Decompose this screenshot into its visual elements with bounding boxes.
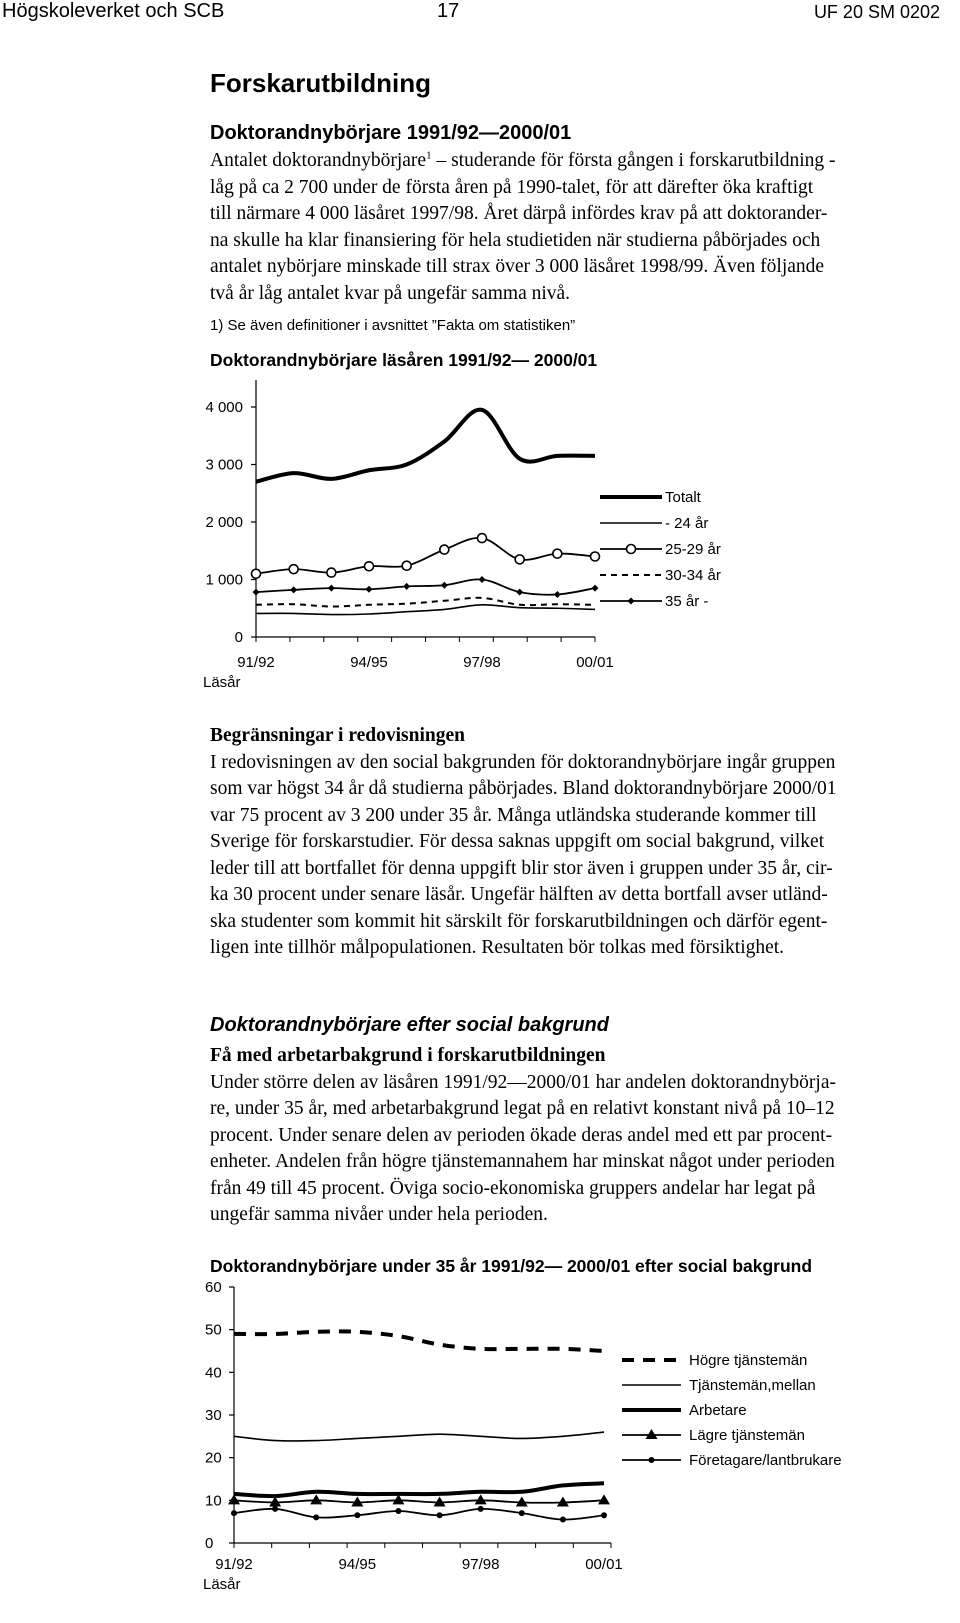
- series-f-retagare-lantbrukare: [231, 1506, 607, 1523]
- series-line: [234, 1331, 604, 1351]
- x-axis-title: Läsår: [203, 674, 241, 691]
- y-tick-label: 3 000: [205, 456, 243, 474]
- intro-line: två år låg antalet kvar på ungefär samma nivå.: [210, 282, 571, 304]
- x-tick-label: 00/01: [585, 1556, 623, 1573]
- data-point-marker: [253, 589, 260, 596]
- data-point-marker: [515, 555, 524, 564]
- x-tick-label: 00/01: [576, 654, 614, 671]
- legend-label: Högre tjänstemän: [689, 1352, 808, 1369]
- limitations-line: leder till att bortfallet för denna uppgift blir stor även i gruppen under 35 år, cir-: [210, 857, 833, 879]
- legend-label: 25-29 år: [665, 541, 721, 558]
- legend-entry: [600, 567, 721, 584]
- y-tick-label: 60: [205, 1279, 222, 1296]
- sub2-line: från 49 till 45 procent. Öviga socio-ekonomiska gruppers andelar har legat på: [210, 1177, 816, 1199]
- legend-label: 30-34 år: [665, 567, 721, 584]
- data-point-marker: [365, 562, 374, 571]
- limitations-line: ka 30 procent under senare läsår. Ungefär hälften av detta bortfall avser utländ-: [210, 884, 828, 905]
- limitations-line: var 75 procent av 3 200 under 35 år. Många utländska studerande kommer till: [210, 804, 817, 826]
- legend-label: Totalt: [665, 489, 701, 506]
- data-point-marker: [313, 1514, 319, 1520]
- y-tick-label: 10: [205, 1492, 222, 1510]
- series-30-34-r: [256, 598, 595, 607]
- series-line: [256, 598, 595, 607]
- series-35-r-: [253, 576, 599, 598]
- x-tick-label: 97/98: [461, 1556, 500, 1573]
- legend-label: Arbetare: [689, 1402, 747, 1419]
- limitations-block: [210, 723, 960, 962]
- legend-entry: [600, 515, 708, 532]
- series-line: [234, 1483, 604, 1496]
- x-tick-label: 94/95: [338, 1556, 377, 1573]
- data-point-marker: [437, 1512, 443, 1518]
- sub2-heading: Doktorandnybörjare efter social bakgrund: [210, 1014, 609, 1036]
- data-point-marker: [351, 1496, 363, 1506]
- x-tick-label: 91/92: [215, 1556, 253, 1573]
- data-point-marker: [592, 585, 599, 592]
- data-point-marker: [231, 1510, 237, 1516]
- legend-entry: [622, 1402, 747, 1419]
- y-tick-label: 4 000: [205, 399, 243, 416]
- data-point-marker: [252, 569, 261, 578]
- legend-label: - 24 år: [665, 515, 709, 532]
- legend-entry: [622, 1427, 805, 1444]
- y-tick-label: 0: [234, 629, 243, 646]
- y-tick-label: 20: [205, 1449, 222, 1467]
- header-report-id: UF 20 SM 0202: [813, 2, 940, 22]
- limitations-line: som var högst 34 år då studierna påbörjades. Bland doktorandnybörjare 2000/01: [210, 778, 837, 799]
- data-point-marker: [475, 1494, 487, 1504]
- series-arbetare: [234, 1483, 604, 1496]
- y-tick-label: 30: [205, 1407, 222, 1424]
- legend-entry: [622, 1452, 842, 1469]
- limitations-line: Sverige för forskarstudier. För dessa saknas uppgift om social bakgrund, vilket: [210, 831, 825, 852]
- series-tj-nstem-n-mellan: [234, 1432, 604, 1441]
- intro-paragraph: [210, 148, 960, 307]
- legend-label: Företagare/lantbrukare: [689, 1452, 842, 1469]
- data-point-marker: [441, 582, 448, 589]
- series-line: [256, 579, 595, 594]
- sub2-line: enheter. Andelen från högre tjänstemannahem har minskat något under perioden: [210, 1151, 835, 1172]
- legend-label: Lägre tjänstemän: [689, 1427, 805, 1444]
- header-publisher: Högskoleverket och SCB: [2, 0, 225, 22]
- data-point-marker: [395, 1508, 401, 1514]
- data-point-marker: [403, 583, 410, 590]
- chart1: [195, 380, 915, 710]
- sub1-heading: Doktorandnybörjare 1991/92—2000/01: [210, 122, 572, 144]
- intro-line: Antalet doktorandnybörjare$^1$ – studerande för första gången i forskarutbildning -: [210, 149, 836, 171]
- legend-entry: [600, 489, 702, 506]
- x-tick-label: 91/92: [237, 654, 275, 671]
- series-25-29-r: [252, 534, 600, 579]
- series-line: [234, 1509, 604, 1520]
- series-h-gre-tj-nstem-n: [234, 1331, 604, 1351]
- sub2-subheading: Få med arbetarbakgrund i forskarutbildningen: [210, 1045, 606, 1066]
- legend-entry: [622, 1352, 807, 1369]
- chart1-title: Doktorandnybörjare läsåren 1991/92— 2000/01: [210, 350, 598, 370]
- intro-line: låg på ca 2 700 under de första åren på 1990-talet, för att därefter öka kraftigt: [210, 176, 814, 198]
- data-point-marker: [290, 586, 297, 593]
- legend-label: 35 år -: [665, 593, 709, 610]
- data-point-marker: [628, 598, 635, 605]
- series-line: [234, 1432, 604, 1441]
- data-point-marker: [591, 552, 600, 561]
- series-line: [234, 1500, 604, 1502]
- footnote: 1) Se även definitioner i avsnittet ”Fakta om statistiken”: [210, 317, 576, 334]
- data-point-marker: [440, 545, 449, 554]
- data-point-marker: [310, 1494, 322, 1504]
- data-point-marker: [646, 1429, 658, 1439]
- data-point-marker: [627, 545, 636, 554]
- limitations-line: I redovisningen av den social bakgrunden för doktorandnybörjare ingår gruppen: [210, 751, 836, 773]
- y-tick-label: 50: [205, 1321, 222, 1339]
- page-number: 17: [437, 0, 460, 22]
- series-totalt: [256, 410, 595, 482]
- series-line: [256, 410, 595, 482]
- intro-line: till närmare 4 000 läsåret 1997/98. Året därpå infördes krav på att doktorander-: [210, 203, 828, 224]
- data-point-marker: [366, 586, 373, 593]
- legend-label: Tjänstemän,mellan: [689, 1377, 816, 1394]
- limitations-line: ligen inte tillhör målpopulationen. Resultaten bör tolkas med försiktighet.: [210, 937, 785, 958]
- y-tick-label: 2 000: [205, 514, 243, 531]
- data-point-marker: [328, 585, 335, 592]
- legend-entry: [600, 593, 708, 610]
- limitations-line: ska studenter som kommit hit särskilt för forskarutbildningen och därför egent-: [210, 910, 828, 932]
- sub2-line: Under större delen av läsåren 1991/92—2000/01 har andelen doktorandnybörja-: [210, 1071, 836, 1093]
- x-tick-label: 97/98: [463, 654, 501, 671]
- data-point-marker: [560, 1517, 566, 1523]
- y-tick-label: 40: [205, 1364, 222, 1382]
- chart2: [195, 1276, 915, 1623]
- data-point-marker: [479, 576, 486, 583]
- data-point-marker: [289, 565, 298, 574]
- x-axis-title: Läsår: [203, 1576, 241, 1593]
- data-point-marker: [519, 1510, 525, 1516]
- data-point-marker: [402, 561, 411, 570]
- legend-entry: [600, 541, 721, 558]
- sub2-line: procent. Under senare delen av perioden ökade deras andel med ett par procent-: [210, 1124, 833, 1146]
- data-point-marker: [434, 1496, 446, 1506]
- series--24-r: [256, 605, 595, 615]
- data-point-marker: [553, 549, 562, 558]
- sub2-line: ungefär samma nivåer under hela perioden.: [210, 1204, 548, 1225]
- social-background-block: [210, 1043, 960, 1229]
- series-line: [256, 538, 595, 574]
- intro-line: na skulle ha klar finansiering för hela studietiden när studierna påbörjades och: [210, 229, 821, 251]
- legend-entry: [622, 1377, 816, 1394]
- data-point-marker: [354, 1512, 360, 1518]
- data-point-marker: [598, 1494, 610, 1504]
- data-point-marker: [516, 589, 523, 596]
- y-tick-label: 1 000: [205, 571, 243, 589]
- sub2-line: re, under 35 år, med arbetarbakgrund legat på en relativt konstant nivå på 10–12: [210, 1098, 835, 1119]
- x-tick-label: 94/95: [350, 654, 388, 671]
- data-point-marker: [649, 1457, 655, 1463]
- intro-line: antalet nybörjare minskade till strax över 3 000 läsåret 1998/99. Även följande: [210, 256, 825, 277]
- section-title: Forskarutbildning: [210, 68, 431, 98]
- footnote-mark: 1: [426, 149, 432, 162]
- data-point-marker: [601, 1512, 607, 1518]
- y-tick-label: 0: [205, 1535, 214, 1552]
- data-point-marker: [554, 591, 561, 598]
- data-point-marker: [478, 1506, 484, 1512]
- chart2-title: Doktorandnybörjare under 35 år 1991/92— 2000/01 efter social bakgrund: [210, 1256, 813, 1276]
- series-line: [256, 605, 595, 615]
- limitations-heading: Begränsningar i redovisningen: [210, 725, 465, 746]
- data-point-marker: [272, 1506, 278, 1512]
- data-point-marker: [327, 568, 336, 577]
- data-point-marker: [478, 534, 487, 543]
